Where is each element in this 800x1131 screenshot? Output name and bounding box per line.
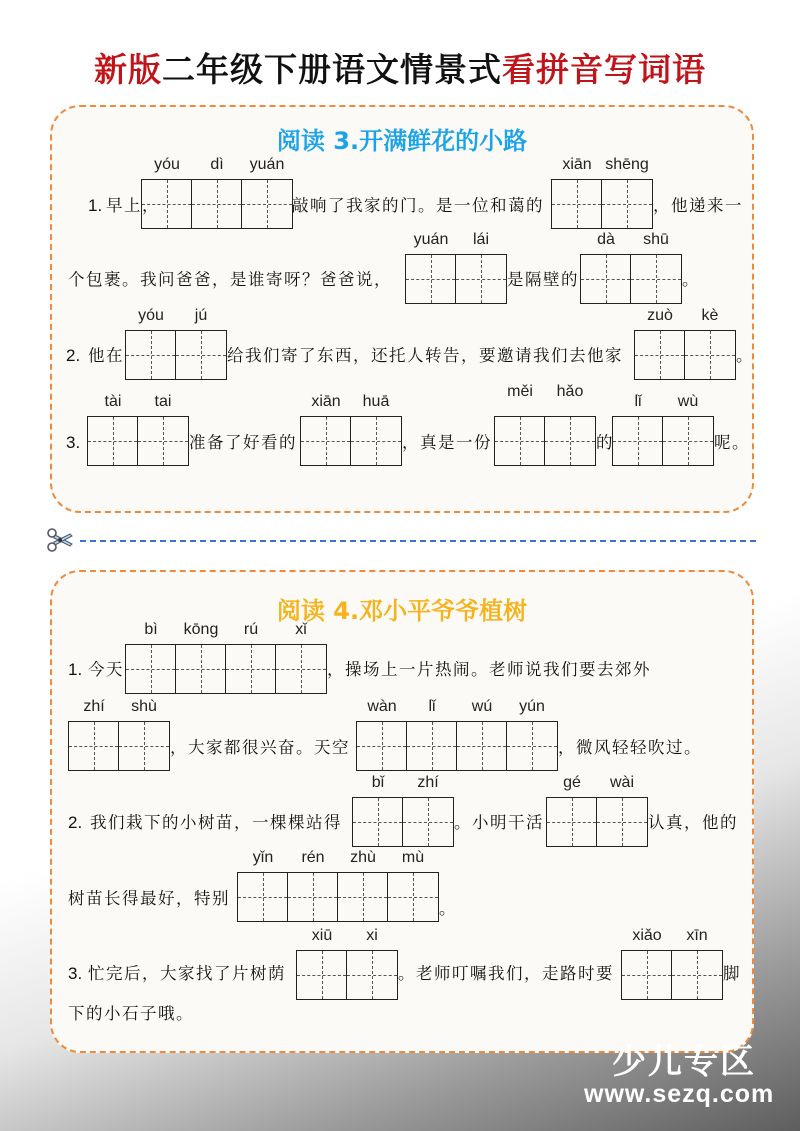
pinyin: xiū: [311, 927, 333, 944]
answer-cell[interactable]: [301, 393, 351, 465]
pinyin: yuán: [249, 156, 285, 173]
pinyin: yóu: [154, 156, 180, 173]
section-title: 阅读 4.邓小平爷爷植树: [276, 597, 528, 625]
pinyin: lǐ: [428, 698, 436, 715]
pinyin: tài: [104, 393, 122, 410]
answer-cell[interactable]: [88, 393, 138, 465]
question-number: 2.: [66, 346, 81, 365]
pinyin: wù: [677, 393, 699, 410]
pinyin: shù: [131, 698, 157, 715]
pinyin: zuò: [647, 307, 673, 324]
pinyin: mù: [401, 849, 425, 866]
answer-cell[interactable]: [126, 621, 176, 693]
sentence-text: 我们栽下的小树苗，一棵棵站得: [90, 813, 342, 832]
answer-cell[interactable]: [388, 849, 438, 921]
answer-cell[interactable]: [176, 621, 226, 693]
answer-grid[interactable]: [405, 231, 507, 304]
pinyin: xiān: [311, 393, 341, 410]
sentence-text: 树苗长得最好，特别: [68, 889, 230, 908]
pinyin: lái: [472, 231, 489, 248]
pinyin: wài: [609, 774, 634, 791]
answer-cell[interactable]: [288, 849, 338, 921]
answer-cell[interactable]: [276, 621, 326, 693]
answer-cell[interactable]: [242, 156, 292, 228]
pinyin: dì: [210, 156, 224, 173]
pinyin: tai: [154, 393, 172, 410]
sentence-text: 。: [682, 270, 700, 289]
section-title: 阅读 3.开满鲜花的小路: [276, 127, 528, 155]
answer-cell[interactable]: [357, 698, 407, 770]
sentence-text: 给我们寄了东西，还托人转告，要邀请我们去他家: [227, 346, 623, 365]
sentence-text: 是隔壁的: [507, 270, 579, 289]
pinyin: zhí: [83, 698, 105, 715]
answer-cell[interactable]: [456, 231, 506, 303]
pinyin: dà: [597, 231, 615, 248]
sentence-text: 他在: [88, 346, 124, 365]
pinyin: zhù: [350, 849, 376, 866]
answer-cell[interactable]: [635, 307, 685, 379]
answer-cell[interactable]: [403, 774, 453, 846]
answer-grid[interactable]: [300, 393, 402, 466]
answer-cell[interactable]: [351, 393, 401, 465]
pinyin: wàn: [367, 698, 397, 715]
sentence-text: 的: [596, 433, 614, 452]
sentence-text: ，他递来一: [653, 196, 743, 215]
pinyin: yún: [519, 698, 545, 715]
answer-cell[interactable]: [613, 393, 663, 465]
pinyin: bì: [144, 621, 158, 638]
sentence-text: 。老师叮嘱我们，走路时要: [398, 964, 614, 983]
answer-cell[interactable]: [138, 393, 188, 465]
pinyin: xǐ: [295, 621, 307, 638]
answer-cell[interactable]: [407, 698, 457, 770]
answer-grid[interactable]: [580, 231, 682, 304]
pinyin: rén: [301, 849, 325, 866]
answer-cell[interactable]: [406, 231, 456, 303]
answer-grid[interactable]: [356, 698, 558, 771]
answer-grid[interactable]: [352, 774, 454, 847]
answer-cell[interactable]: [119, 698, 169, 770]
pinyin: wú: [471, 698, 493, 715]
cut-line: [80, 540, 756, 542]
answer-grid[interactable]: [68, 698, 170, 771]
sentence-text: 。小明干活: [454, 813, 544, 832]
pinyin: huā: [362, 393, 390, 410]
sentence-text: 忙完后，大家找了片树荫: [88, 964, 286, 983]
sentence-text: 下的小石子哦。: [68, 1004, 194, 1023]
answer-cell[interactable]: [347, 927, 397, 999]
answer-cell[interactable]: [602, 156, 652, 228]
sentence-text: 敲响了我家的门。是一位和蔼的: [292, 196, 544, 215]
pinyin: rú: [243, 621, 259, 638]
pinyin: kè: [701, 307, 719, 324]
sentence-text: 脚: [723, 964, 741, 983]
answer-cell[interactable]: [142, 156, 192, 228]
scissors-icon: [46, 528, 76, 552]
question-number: 2.: [68, 813, 83, 832]
answer-cell[interactable]: [622, 927, 672, 999]
pinyin: zhí: [417, 774, 439, 791]
pinyin: gé: [563, 774, 581, 791]
answer-grid[interactable]: [87, 393, 189, 466]
pinyin: jú: [194, 307, 208, 324]
pinyin: hǎo: [556, 383, 584, 400]
answer-cell[interactable]: [545, 383, 595, 465]
watermark-logo: 少儿专区: [612, 1042, 756, 1082]
answer-grid[interactable]: [296, 927, 398, 1000]
watermark-url: www.sezq.com: [584, 1080, 775, 1108]
answer-cell[interactable]: [69, 698, 119, 770]
answer-cell[interactable]: [457, 698, 507, 770]
question-number: 1.: [68, 660, 83, 679]
answer-cell[interactable]: [631, 231, 681, 303]
question-number: 3.: [68, 964, 83, 983]
pinyin: měi: [507, 383, 533, 400]
sentence-text: ，真是一份: [402, 433, 492, 452]
answer-cell[interactable]: [338, 849, 388, 921]
answer-cell[interactable]: [297, 927, 347, 999]
pinyin: xiǎo: [632, 927, 662, 944]
sentence-text: 准备了好看的: [189, 433, 297, 452]
answer-cell[interactable]: [238, 849, 288, 921]
sentence-text: 今天: [88, 660, 124, 679]
sentence-text: 认真，他的: [648, 813, 738, 832]
pinyin: yóu: [138, 307, 164, 324]
pinyin: bǐ: [371, 774, 385, 791]
sentence-text: 。: [439, 899, 457, 918]
answer-grid[interactable]: [125, 621, 327, 694]
answer-grid[interactable]: [612, 393, 714, 466]
pinyin: xīn: [686, 927, 708, 944]
answer-grid[interactable]: [621, 927, 723, 1000]
answer-cell[interactable]: [581, 231, 631, 303]
answer-cell[interactable]: [547, 774, 597, 846]
sentence-text: ，操场上一片热闹。老师说我们要去郊外: [327, 660, 651, 679]
answer-grid[interactable]: [634, 307, 736, 380]
answer-cell[interactable]: [126, 307, 176, 379]
sentence-text: 呢。: [714, 433, 750, 452]
answer-cell[interactable]: [192, 156, 242, 228]
question-number: 3.: [66, 433, 81, 452]
pinyin: shū: [643, 231, 669, 248]
answer-cell[interactable]: [353, 774, 403, 846]
answer-grid[interactable]: [237, 849, 439, 922]
sentence-text: 早上，: [106, 196, 160, 215]
answer-cell[interactable]: [663, 393, 713, 465]
answer-grid[interactable]: [141, 156, 293, 229]
sentence-text: ，微风轻轻吹过。: [558, 738, 702, 757]
answer-cell[interactable]: [552, 156, 602, 228]
pinyin: yǐn: [252, 849, 274, 866]
pinyin: yuán: [413, 231, 449, 248]
answer-cell[interactable]: [685, 307, 735, 379]
pinyin: lǐ: [634, 393, 642, 410]
sentence-text: ，大家都很兴奋。天空: [170, 738, 350, 757]
question-number: 1.: [88, 196, 103, 215]
pinyin: shēng: [605, 156, 649, 173]
pinyin: xi: [366, 927, 378, 944]
answer-cell[interactable]: [176, 307, 226, 379]
answer-cell[interactable]: [226, 621, 276, 693]
answer-cell[interactable]: [672, 927, 722, 999]
answer-grid[interactable]: [125, 307, 227, 380]
answer-grid[interactable]: [494, 383, 596, 466]
pinyin: xiān: [562, 156, 592, 173]
answer-grid[interactable]: [551, 156, 653, 229]
sentence-text: 。: [736, 346, 754, 365]
answer-cell[interactable]: [597, 774, 647, 846]
answer-cell[interactable]: [495, 383, 545, 465]
sentence-text: 个包裹。我问爸爸，是谁寄呀？爸爸说，: [68, 270, 392, 289]
pinyin: kōng: [183, 621, 219, 638]
answer-cell[interactable]: [507, 698, 557, 770]
page-title: 新版二年级下册语文情景式看拼音写词语: [94, 50, 706, 89]
answer-grid[interactable]: [546, 774, 648, 847]
